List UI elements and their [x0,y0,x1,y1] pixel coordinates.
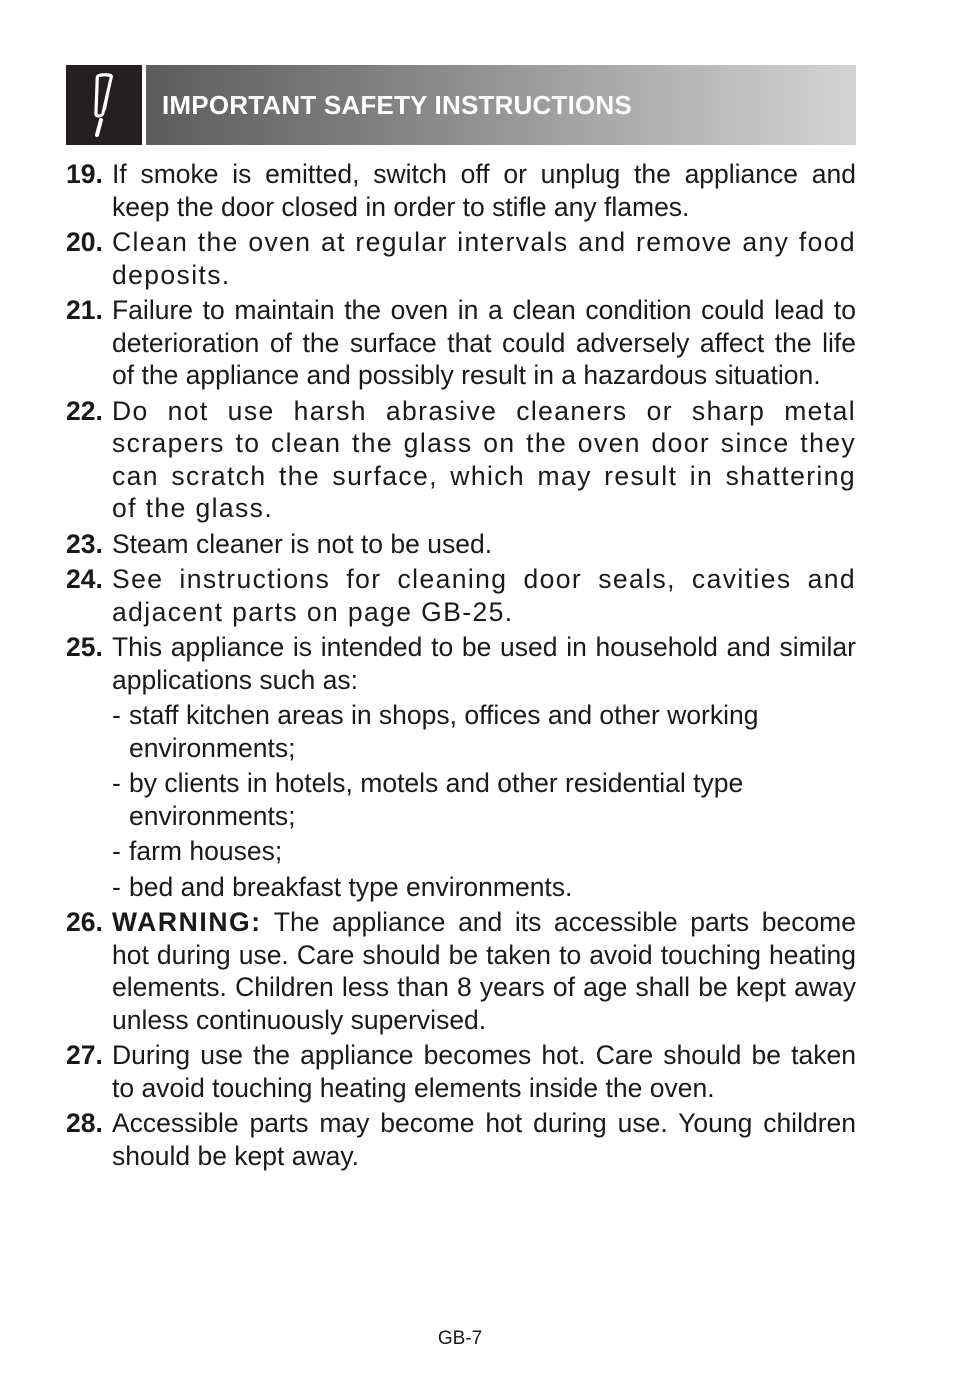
bullet-dash: - [112,768,121,798]
bullet-dash: - [112,836,121,866]
item-number: 25. [66,632,103,662]
sub-item-text: by clients in hotels, motels and other residential type environments; [129,768,744,831]
sub-item-text: staff kitchen areas in shops, offices and other working environments; [129,700,759,763]
item-text: Failure to maintain the oven in a clean condition could lead to deterioration of the surface that could adversely affect the life of the appliance and possibly result in a hazardous situation. [112,295,856,390]
item-text: During use the appliance becomes hot. Care should be taken to avoid touching heating elements inside the oven. [112,1040,856,1103]
instruction-item-25 [66,631,856,696]
item-text: If smoke is emitted, switch off or unplug the appliance and keep the door closed in order to stifle any flames. [112,159,856,222]
bullet-dash: - [112,700,121,730]
bullet-dash: - [112,871,121,902]
instruction-item-23 [66,528,856,561]
instructions-list [66,158,856,1175]
exclamation-icon [84,73,124,137]
item-number: 24. [66,564,103,594]
item-number: 21. [66,295,103,325]
instruction-item-21 [66,294,856,392]
header-bar [146,65,856,145]
item-number: 22. [66,395,103,426]
warning-label: WARNING: [112,907,262,937]
instruction-item-22 [66,395,856,525]
list-item [66,835,856,868]
list-item [66,871,856,904]
item-number: 28. [66,1108,103,1138]
item-number: 23. [66,528,103,559]
page-number: GB-7 [437,1328,483,1349]
instruction-item-19 [66,158,856,223]
list-item [66,767,856,832]
item-number: 20. [66,227,103,257]
item-text: See instructions for cleaning door seals, cavities and adjacent parts on page GB-25. [112,564,856,627]
item-number: 27. [66,1040,103,1070]
instruction-item-20 [66,226,856,291]
section-header [66,65,856,145]
item-text: The appliance and its accessible parts become hot during use. Care should be taken to avoid touching heating elements. Children less than 8 years of age shall be kept away unless continuously supervised. [112,907,856,1035]
instruction-item-28 [66,1107,856,1172]
item-number: 26. [66,907,103,937]
instruction-item-26 [66,906,856,1036]
instruction-item-27 [66,1039,856,1104]
list-item [66,699,856,764]
item-text: This appliance is intended to be used in household and similar applications such as: [112,632,856,695]
header-title: IMPORTANT SAFETY INSTRUCTIONS [162,89,632,120]
item-text: Do not use harsh abrasive cleaners or sharp metal scrapers to clean the glass on the oven door since they can scratch the surface, which may result in shattering of the glass. [112,395,856,523]
sub-item-text: bed and breakfast type environments. [129,871,573,902]
item-number: 19. [66,159,103,189]
header-icon-box [66,65,142,145]
item-text: Clean the oven at regular intervals and remove any food deposits. [112,227,856,290]
item-text: Accessible parts may become hot during use. Young children should be kept away. [112,1108,856,1171]
instruction-item-24 [66,563,856,628]
sub-item-text: farm houses; [129,836,283,866]
item-text: Steam cleaner is not to be used. [112,528,493,559]
